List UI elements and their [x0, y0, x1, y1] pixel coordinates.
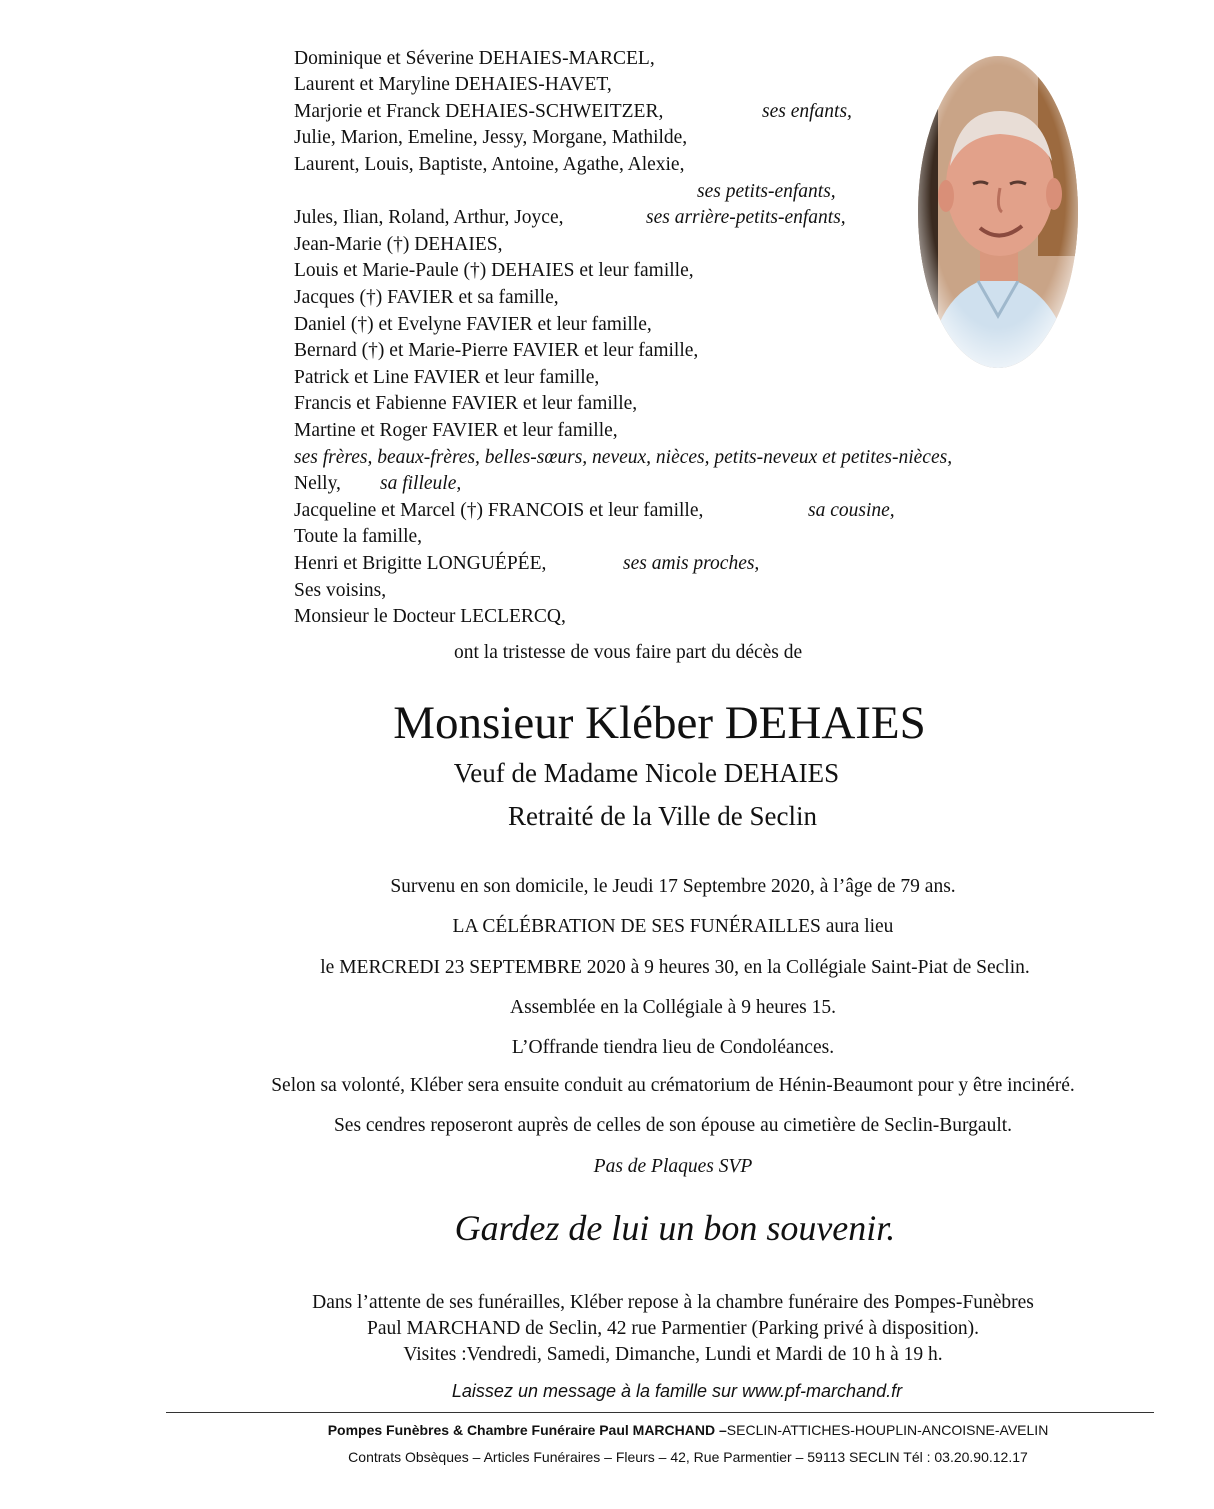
footer-locations: SECLIN-ATTICHES-HOUPLIN-ANCOISNE-AVELIN: [726, 1422, 1049, 1438]
family-line: Francis et Fabienne FAVIER et leur famille,: [294, 393, 638, 414]
family-line: Jean-Marie (†) DEHAIES,: [294, 234, 503, 255]
family-line: Dominique et Séverine DEHAIES-MARCEL,: [294, 48, 655, 69]
deceased-name: Monsieur Kléber DEHAIES: [393, 697, 926, 749]
family-line: Laurent et Maryline DEHAIES-HAVET,: [294, 74, 612, 95]
footer-divider: [166, 1412, 1154, 1413]
family-role: ses frères, beaux-frères, belles-sœurs, neveux, nièces, petits-neveux et petites-nièces,: [294, 447, 953, 468]
family-line: Ses voisins,: [294, 580, 387, 601]
footer-contact: Contrats Obsèques – Articles Funéraires – Fleurs – 42, Rue Parmentier – 59113 SECLIN Tél : 03.20.90.12.17: [348, 1449, 1028, 1465]
detail-line: LA CÉLÉBRATION DE SES FUNÉRAILLES aura lieu: [452, 916, 894, 937]
family-line: Julie, Marion, Emeline, Jessy, Morgane, Mathilde,: [294, 127, 688, 148]
family-line: Nelly,: [294, 473, 341, 494]
rest-line: Paul MARCHAND de Seclin, 42 rue Parmentier (Parking privé à disposition).: [367, 1318, 979, 1339]
footer-company: [0, 1419, 1214, 1441]
no-plaques-note: Pas de Plaques SVP: [593, 1156, 753, 1177]
detail-line: Survenu en son domicile, le Jeudi 17 Septembre 2020, à l’âge de 79 ans.: [390, 876, 956, 897]
family-role: ses arrière-petits-enfants,: [646, 207, 846, 228]
souvenir-phrase: Gardez de lui un bon souvenir.: [454, 1208, 896, 1248]
family-line: Henri et Brigitte LONGUÉPÉE,: [294, 553, 547, 574]
footer-company-name: Pompes Funèbres & Chambre Funéraire Paul MARCHAND –: [327, 1422, 727, 1438]
family-role: sa filleule,: [380, 473, 462, 494]
family-line: Laurent, Louis, Baptiste, Antoine, Agathe, Alexie,: [294, 154, 685, 175]
message-website-link[interactable]: Laissez un message à la famille sur www.pf-marchand.fr: [451, 1381, 903, 1401]
deceased-widow-line: Veuf de Madame Nicole DEHAIES: [453, 758, 840, 788]
family-line: Monsieur le Docteur LECLERCQ,: [294, 606, 566, 627]
detail-line: Selon sa volonté, Kléber sera ensuite conduit au crématorium de Hénin-Beaumont pour y être incinéré.: [271, 1075, 1075, 1096]
portrait-photo: [918, 56, 1078, 368]
family-role: ses petits-enfants,: [697, 181, 836, 202]
announcement-line: ont la tristesse de vous faire part du décès de: [454, 642, 803, 663]
family-line: Bernard (†) et Marie-Pierre FAVIER et leur famille,: [294, 340, 699, 361]
detail-line: le MERCREDI 23 SEPTEMBRE 2020 à 9 heures 30, en la Collégiale Saint-Piat de Seclin.: [320, 957, 1030, 978]
family-line: Jacqueline et Marcel (†) FRANCOIS et leur famille,: [294, 500, 704, 521]
family-line: Toute la famille,: [294, 526, 423, 547]
family-line: Martine et Roger FAVIER et leur famille,: [294, 420, 618, 441]
family-line: Louis et Marie-Paule (†) DEHAIES et leur famille,: [294, 260, 694, 281]
family-line: Marjorie et Franck DEHAIES-SCHWEITZER,: [294, 101, 664, 122]
detail-line: Ses cendres reposeront auprès de celles de son épouse au cimetière de Seclin-Burgault.: [333, 1115, 1013, 1136]
family-role: sa cousine,: [808, 500, 895, 521]
family-line: Patrick et Line FAVIER et leur famille,: [294, 367, 600, 388]
detail-line: Assemblée en la Collégiale à 9 heures 15.: [510, 997, 836, 1018]
family-line: Daniel (†) et Evelyne FAVIER et leur famille,: [294, 314, 652, 335]
visiting-hours: Visites :Vendredi, Samedi, Dimanche, Lundi et Mardi de 10 h à 19 h.: [403, 1344, 943, 1365]
portrait-illustration: [918, 56, 1078, 368]
family-role: ses enfants,: [762, 101, 852, 122]
family-line: Jules, Ilian, Roland, Arthur, Joyce,: [294, 207, 564, 228]
family-line: Jacques (†) FAVIER et sa famille,: [294, 287, 559, 308]
rest-line: Dans l’attente de ses funérailles, Kléber repose à la chambre funéraire des Pompes-Funèbres: [312, 1292, 1034, 1313]
family-role: ses amis proches,: [623, 553, 760, 574]
deceased-occupation: Retraité de la Ville de Seclin: [507, 801, 818, 831]
detail-line: L’Offrande tiendra lieu de Condoléances.: [511, 1037, 835, 1058]
